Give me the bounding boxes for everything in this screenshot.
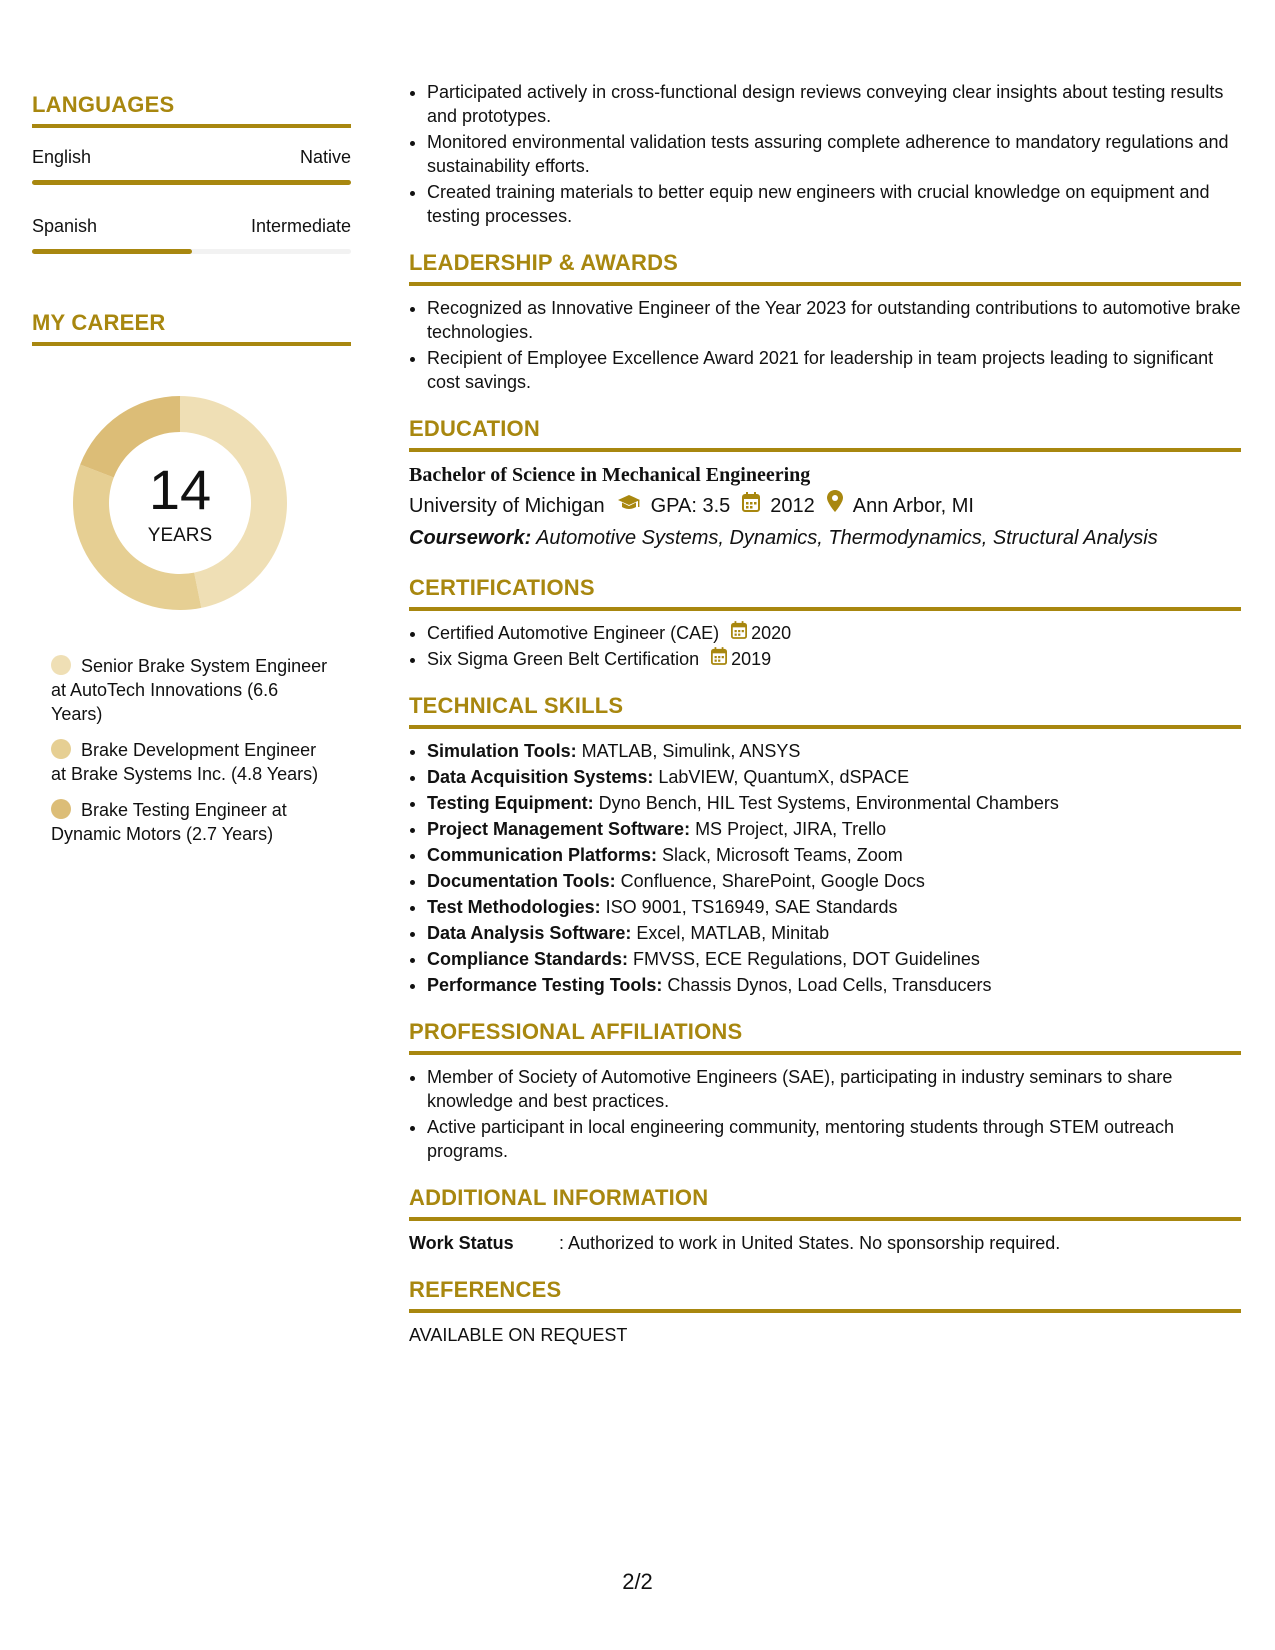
skill-item — [427, 921, 1241, 945]
certification-name: • Certified Automotive Engineer (CAE) — [427, 623, 720, 643]
skill-value: Chassis Dynos, Load Cells, Transducers — [662, 975, 992, 995]
language-bar-fill — [32, 249, 192, 254]
calendar-icon — [731, 621, 747, 645]
school-name: University of Michigan — [409, 494, 605, 517]
experience-bullet: • Monitored environmental validation tests assuring complete adherence to mandatory regulations and sustainability efforts. — [427, 130, 1241, 178]
languages-section — [32, 92, 351, 254]
gpa: GPA: 3.5 — [650, 494, 731, 517]
skill-item — [427, 869, 1241, 893]
skill-value: Confluence, SharePoint, Google Docs — [615, 871, 925, 891]
certifications-list — [409, 621, 1241, 671]
leadership-title: LEADERSHIP & AWARDS — [409, 250, 1241, 286]
references-section — [409, 1277, 1241, 1347]
additional-info-section — [409, 1185, 1241, 1255]
language-name: Spanish — [32, 216, 98, 236]
career-item-text: Senior Brake System Engineer at AutoTech Innovations (6.6 Years) — [51, 656, 328, 724]
graduation-year: 2012 — [770, 494, 815, 517]
experience-bullet: • Created training materials to better equip new engineers with crucial knowledge on equipment and testing processes. — [427, 180, 1241, 228]
legend-dot — [51, 739, 71, 759]
language-item-spanish — [32, 215, 351, 254]
calendar-icon — [742, 491, 760, 521]
calendar-icon — [711, 647, 727, 671]
skill-value: Dyno Bench, HIL Test Systems, Environmental Chambers — [593, 793, 1059, 813]
skill-label: Data Analysis Software: — [427, 923, 632, 943]
affiliation-item: • Member of Society of Automotive Engineers (SAE), participating in industry seminars to share knowledge and best practices. — [427, 1065, 1241, 1113]
skill-value: FMVSS, ECE Regulations, DOT Guidelines — [628, 949, 980, 969]
legend-dot — [51, 655, 71, 675]
career-title: MY CAREER — [32, 310, 351, 346]
location-pin-icon — [827, 490, 843, 521]
donut-center — [65, 388, 295, 618]
skill-label: Data Acquisition Systems: — [427, 767, 654, 787]
career-item-text: Brake Development Engineer at Brake Systems Inc. (4.8 Years) — [51, 740, 319, 784]
affiliations-title: PROFESSIONAL AFFILIATIONS — [409, 1019, 1241, 1055]
certification-year: 2020 — [751, 623, 792, 643]
affiliations-section — [409, 1019, 1241, 1163]
certifications-section — [409, 575, 1241, 671]
skill-item — [427, 895, 1241, 919]
experience-bullet: • Participated actively in cross-functional design reviews conveying clear insights about testing results and prototypes. — [427, 80, 1241, 128]
certification-item — [427, 621, 1241, 645]
certification-name: • Six Sigma Green Belt Certification — [427, 649, 700, 669]
languages-title: LANGUAGES — [32, 92, 351, 128]
affiliations-list — [409, 1065, 1241, 1163]
skill-label: Performance Testing Tools: — [427, 975, 663, 995]
legend-dot — [51, 799, 71, 819]
affiliation-item: • Active participant in local engineering community, mentoring students through STEM outreach programs. — [427, 1115, 1241, 1163]
career-item — [51, 798, 331, 846]
certifications-title: CERTIFICATIONS — [409, 575, 1241, 611]
skill-item — [427, 843, 1241, 867]
skill-label: Communication Platforms: — [427, 845, 658, 865]
skill-label: Test Methodologies: — [427, 897, 601, 917]
education-title: EDUCATION — [409, 416, 1241, 452]
career-section — [32, 310, 351, 846]
language-level: Intermediate — [250, 216, 351, 236]
coursework-label: Coursework: — [409, 527, 532, 549]
career-item — [51, 738, 331, 786]
work-status-value: : Authorized to work in United States. No sponsorship required. — [559, 1233, 1061, 1253]
leadership-list — [409, 296, 1241, 394]
education-section — [409, 416, 1241, 553]
skill-label: Simulation Tools: — [427, 741, 577, 761]
skills-list — [409, 739, 1241, 997]
language-level: Native — [299, 147, 351, 167]
skill-value: ISO 9001, TS16949, SAE Standards — [600, 897, 898, 917]
skill-label: Project Management Software: — [427, 819, 691, 839]
work-status — [409, 1231, 1241, 1255]
career-years-unit: YEARS — [147, 525, 213, 546]
language-bar — [32, 180, 351, 185]
skill-item — [427, 817, 1241, 841]
skill-label: Documentation Tools: — [427, 871, 616, 891]
career-donut — [65, 388, 295, 618]
career-total-years: 14 — [148, 458, 212, 521]
work-status-label: Work Status — [409, 1233, 514, 1253]
career-item — [51, 654, 331, 726]
right-column — [409, 80, 1241, 1347]
certification-item — [427, 647, 1241, 671]
experience-bullets — [409, 80, 1241, 228]
skill-item — [427, 765, 1241, 789]
career-item-text: Brake Testing Engineer at Dynamic Motors (2.7 Years) — [51, 800, 287, 844]
skill-value: Excel, MATLAB, Minitab — [631, 923, 830, 943]
skill-label: Compliance Standards: — [427, 949, 629, 969]
skill-value: MATLAB, Simulink, ANSYS — [576, 741, 801, 761]
references-text: AVAILABLE ON REQUEST — [409, 1325, 628, 1345]
language-name: English — [32, 147, 92, 167]
additional-info-title: ADDITIONAL INFORMATION — [409, 1185, 1241, 1221]
technical-skills-title: TECHNICAL SKILLS — [409, 693, 1241, 729]
education-meta — [409, 490, 1241, 521]
leadership-item: • Recognized as Innovative Engineer of the Year 2023 for outstanding contributions to automotive brake technologies. — [427, 296, 1241, 344]
coursework — [409, 523, 1241, 553]
certification-year: 2019 — [731, 649, 772, 669]
skill-value: LabVIEW, QuantumX, dSPACE — [653, 767, 910, 787]
language-bar-fill — [32, 180, 351, 185]
language-bar — [32, 249, 351, 254]
skill-item — [427, 973, 1241, 997]
school-location: Ann Arbor, MI — [852, 494, 974, 517]
page-number: 2/2 — [622, 1569, 653, 1594]
skill-item — [427, 739, 1241, 763]
language-item-english — [32, 146, 351, 185]
language-list — [32, 146, 351, 254]
skill-value: MS Project, JIRA, Trello — [690, 819, 887, 839]
skill-item — [427, 947, 1241, 971]
skill-value: Slack, Microsoft Teams, Zoom — [657, 845, 903, 865]
coursework-text: Automotive Systems, Dynamics, Thermodynamics, Structural Analysis — [531, 527, 1158, 549]
leadership-section — [409, 250, 1241, 394]
leadership-item: • Recipient of Employee Excellence Award 2021 for leadership in team projects leading to significant cost savings. — [427, 346, 1241, 394]
skill-item — [427, 791, 1241, 815]
technical-skills-section — [409, 693, 1241, 997]
skill-label: Testing Equipment: — [427, 793, 594, 813]
degree-name: Bachelor of Science in Mechanical Engineering — [409, 464, 811, 486]
left-column — [32, 92, 351, 858]
career-legend — [51, 654, 331, 846]
graduation-cap-icon — [617, 491, 641, 521]
references-title: REFERENCES — [409, 1277, 1241, 1313]
